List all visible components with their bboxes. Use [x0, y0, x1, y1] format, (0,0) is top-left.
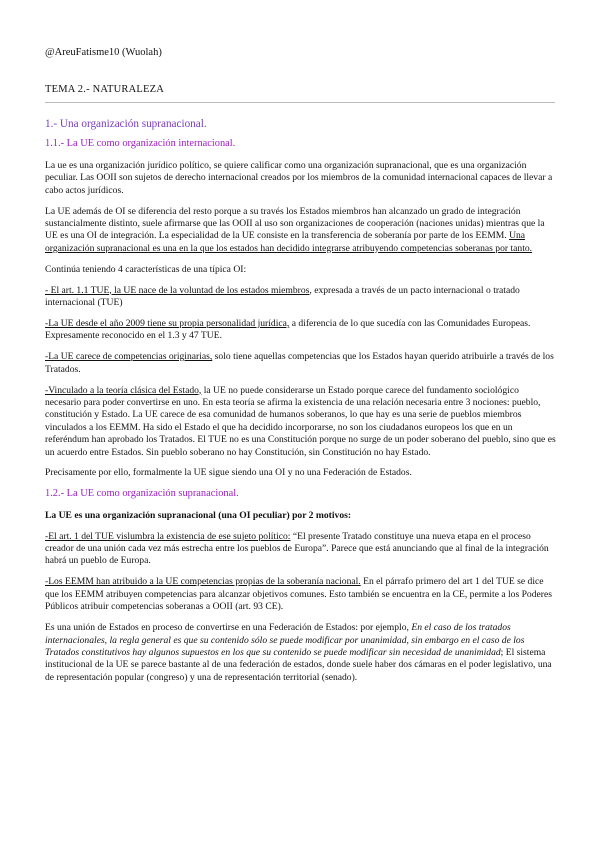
underlined-text: Una organización supranacional es una en la que los estados han decidido integrarse atribuyendo competencias soberanas por tanto. — [45, 230, 533, 254]
underlined-text: -El art. 1 del TUE vislumbra la existencia de ese sujeto político: — [45, 530, 291, 542]
paragraph-motive-2 — [45, 576, 556, 613]
text-span: , expresada a través de un pacto internacional o tratado internacional (TUE) — [45, 284, 520, 308]
section-heading-1-1: 1.1.- La UE como organización internacional. — [45, 138, 236, 150]
underlined-text: -Vinculado a la teoría clásica del Estado, — [45, 384, 202, 396]
paragraph-federation — [45, 622, 556, 684]
paragraph-characteristic-4 — [45, 385, 556, 459]
text-span: “El presente Tratado constituye una nueva etapa en el proceso creador de una unión cada vez más estrecha entre los pueblos de Europa”. Parece que está anunciando que al final de la integración habrá un pueblo de Europa. — [45, 530, 549, 567]
page-title: TEMA 2.- NATURALEZA — [45, 84, 164, 95]
text-span: la UE no puede considerarse un Estado porque carece del fundamento sociológico necesario para poder convertirse en uno. En esta teoría se afirma la existencia de una relación necesaria entre 3 nociones: pueblo, constitución y Estado. La UE carece de esa comunidad de humanos soberanos, lo que hay es una serie de pueblos miembros vinculados a los EEMM. Ha sido el Estado el que ha decidido incorporarse, no son los ciudadanos europeos los que en un referéndum han aprobado los Tratados. El TUE no es una Constitución porque no surge de un poder soberano del pueblo, sino que es un acuerdo entre Estados. Sin pueblo soberano no hay Constitución, sin Constitución no hay Estado. — [45, 384, 556, 458]
italic-text: En el caso de los tratados internacionales, la regla general es que su contenido sólo se puede modificar por unanimidad, sin embargo en el caso de los Tratados constitutivos hay algunos supuestos en los que su contenido se puede modificar sin necesidad de unanimidad — [45, 622, 525, 658]
section-heading-1-2: 1.2.- La UE como organización supranacional. — [45, 488, 239, 500]
paragraph-characteristic-1 — [45, 285, 556, 310]
underlined-text: -Los EEMM han atribuido a la UE competencias propias de la soberanía nacional. — [45, 576, 361, 588]
author-watermark: @AreuFatisme10 (Wuolah) — [45, 47, 162, 58]
paragraph-definition: La ue es una organización jurídico político, se quiere calificar como una organización supranacional, que es una organización peculiar. Las OOII son sujetos de derecho internacional creados por los miembros de la comunidad internacional capaces de llevar a cabo actos jurídicos. — [45, 159, 553, 196]
text-span: a diferencia de lo que sucedía con las Comunidades Europeas. Expresamente reconocido en el 1.3 y 47 TUE. — [45, 317, 531, 342]
paragraph-characteristic-2 — [45, 318, 556, 343]
text-span: En el párrafo primero del art 1 del TUE se dice que los EEMM atribuyen competencias para alcanzar objetivos comunes. Esto también se encuentra en la CE, permite a los Poderes Públicos atribuir competencias soberanas a OOII (art. 93 CE). — [45, 576, 552, 613]
text-span: La UE además de OI se diferencia del resto porque a su través los Estados miembros han alcanzado un grado de integración sustancialmente distinto, suele afirmarse que las OOII al uso son organizaciones de cooperación (naciones unidas) mientras que la UE es una OI de integración. La especialidad de la UE consiste en la transferencia de soberanía por parte de los EEMM. — [45, 205, 545, 242]
paragraph-conclusion: Precisamente por ello, formalmente la UE sigue siendo una OI y no una Federación de Estados. — [45, 467, 412, 479]
document-body — [45, 118, 556, 693]
underlined-text: -La UE desde el año 2009 tiene su propia personalidad jurídica, — [45, 317, 290, 329]
paragraph-characteristic-3 — [45, 351, 556, 376]
title-divider — [45, 102, 555, 103]
underlined-text: -La UE carece de competencias originarias, — [45, 351, 213, 363]
paragraph-integration — [45, 206, 556, 256]
section-heading-1: 1.- Una organización supranacional. — [45, 118, 207, 130]
paragraph-characteristics-intro: Continúa teniendo 4 características de una típica OI: — [45, 263, 247, 275]
text-span: solo tiene aquellas competencias que los Estados hayan querido atribuirle a través de los Tratados. — [45, 351, 554, 375]
paragraph-bold-statement: La UE es una organización supranacional (una OI peculiar) por 2 motivos: — [45, 509, 352, 521]
paragraph-motive-1 — [45, 531, 556, 568]
text-span: ; El sistema institucional de la UE se parece bastante al de una federación de estados, donde suele haber dos cámaras en el poder legislativo, una de representación popular (congreso) y una de representación territorial (senado). — [45, 646, 552, 683]
text-span: Es una unión de Estados en proceso de convertirse en una Federación de Estados: por ejemplo, — [45, 622, 412, 634]
underlined-text: - El art. 1.1 TUE, la UE nace de la voluntad de los estados miembros — [45, 284, 310, 296]
